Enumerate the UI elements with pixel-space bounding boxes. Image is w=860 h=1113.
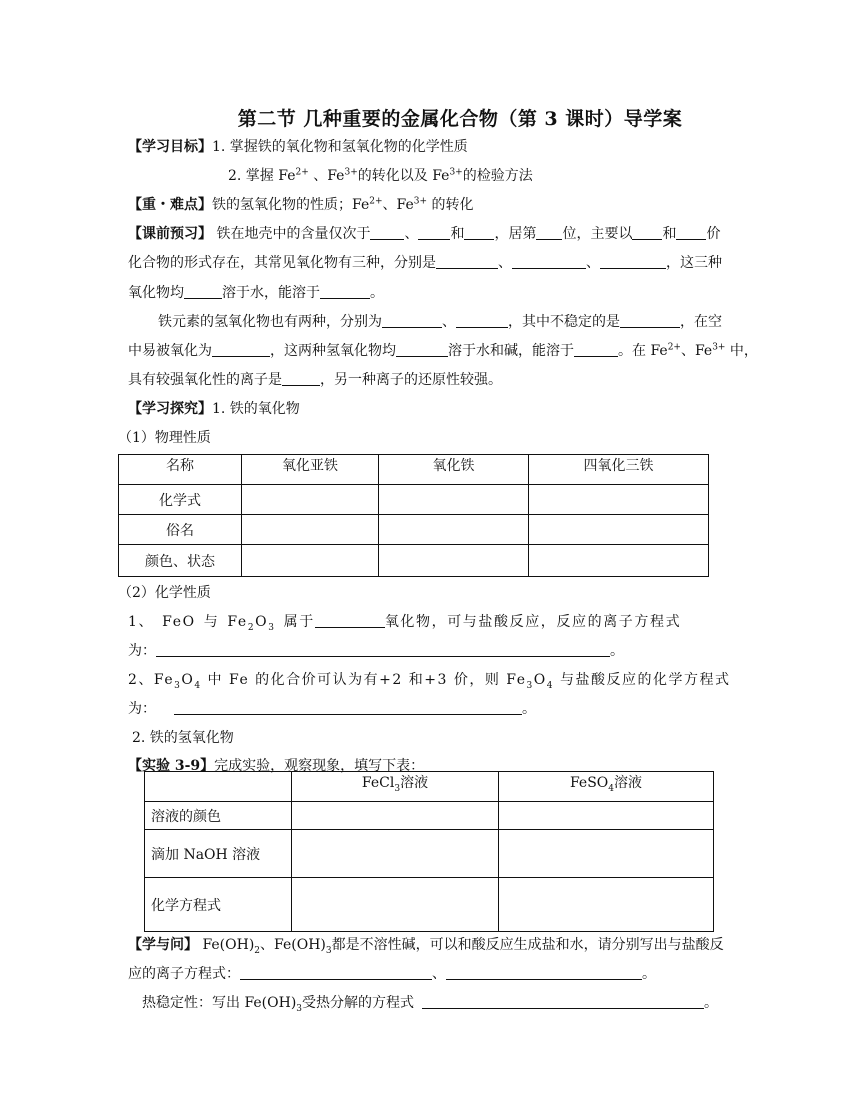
blank[interactable]: [382, 313, 442, 328]
table-row-label: 滴加 NaOH 溶液: [145, 830, 292, 878]
table-cell[interactable]: [379, 545, 529, 577]
table-cell[interactable]: [499, 830, 714, 878]
blank[interactable]: [600, 254, 666, 269]
table-header-empty: [145, 772, 292, 802]
blank[interactable]: [282, 371, 320, 386]
blank[interactable]: [418, 225, 450, 240]
table-cell[interactable]: [292, 830, 499, 878]
question-1-line-1: 1、 FeO 与 $Fe_2O_3$ 属于 氧化物，可与盐酸反应，反应的离子方程式: [128, 614, 682, 633]
preview-line-5: 中易被氧化为 ，这两种氢氧化物均 溶于水和碱，能溶于 。在 $Fe^{2+}$、$Fe^{3+}$ 中，: [128, 342, 758, 359]
blank[interactable]: [676, 225, 706, 240]
qa-line-1: 【学与问】 $Fe(OH)_2$、$Fe(OH)_3$都是不溶性碱，可以和酸反应生成盐和水，请分别写出与盐酸反: [128, 937, 724, 956]
page-title: 第二节 几种重要的金属化合物（第 3 课时）导学案: [237, 108, 683, 130]
blank[interactable]: [422, 994, 704, 1009]
physical-properties-heading: （1）物理性质: [118, 430, 211, 446]
blank[interactable]: [174, 700, 522, 715]
objectives-line-2: 2. 掌握 $Fe^{2+}$ 、$Fe^{3+}$的转化以及 $Fe^{3+}$的检验方法: [228, 167, 533, 184]
blank[interactable]: [320, 284, 370, 299]
table-cell[interactable]: [499, 802, 714, 830]
table-header: 氧化亚铁: [242, 455, 379, 485]
chemical-properties-heading: （2）化学性质: [118, 585, 211, 601]
blank[interactable]: [315, 613, 385, 628]
blank[interactable]: [464, 225, 494, 240]
qa-line-3: 热稳定性：写出 $Fe(OH)_3$受热分解的方程式 。: [142, 995, 719, 1014]
blank[interactable]: [370, 225, 404, 240]
experiment-line: 【实验 3-9】完成实验，观察现象，填写下表：: [128, 758, 425, 774]
blank[interactable]: [512, 254, 586, 269]
table-header: 四氧化三铁: [529, 455, 709, 485]
objectives-label: 【学习目标】: [128, 139, 212, 155]
preview-line-6: 具有较强氧化性的离子是 ，另一种离子的还原性较强。: [128, 372, 502, 388]
table-cell[interactable]: [379, 485, 529, 515]
table-row-label: 化学方程式: [145, 878, 292, 932]
blank[interactable]: [240, 965, 432, 980]
table-row-label: 颜色、状态: [119, 545, 242, 577]
hydroxide-table: [144, 771, 714, 932]
table-row-label: 俗名: [119, 515, 242, 545]
qa-line-2: 应的离子方程式： 、 。: [128, 966, 656, 982]
hydroxide-heading: 2. 铁的氢氧化物: [132, 730, 234, 746]
blank[interactable]: [456, 313, 508, 328]
objectives-line-1: [128, 137, 468, 157]
blank[interactable]: [396, 342, 448, 357]
table-header: 氧化铁: [379, 455, 529, 485]
objective-1: 1. 掌握铁的氧化物和氢氧化物的化学性质: [212, 139, 468, 155]
key-points-label: 【重・难点】: [128, 197, 212, 213]
table-header: FeSO$_4$溶液: [499, 772, 714, 802]
preview-label: 【课前预习】: [128, 226, 212, 242]
table-cell[interactable]: [529, 545, 709, 577]
preview-line-1: 【课前预习】 铁在地壳中的含量仅次于 、 和 ，居第 位，主要以 和 价: [128, 226, 721, 242]
table-header: 名称: [119, 455, 242, 485]
table-cell[interactable]: [292, 878, 499, 932]
table-cell[interactable]: [529, 515, 709, 545]
table-cell[interactable]: [242, 545, 379, 577]
explore-line: 【学习探究】1. 铁的氧化物: [128, 401, 300, 417]
blank[interactable]: [184, 284, 222, 299]
table-cell[interactable]: [499, 878, 714, 932]
question-2-line-2: 为： 。: [128, 701, 536, 717]
blank[interactable]: [536, 225, 562, 240]
table-cell[interactable]: [529, 485, 709, 515]
preview-line-4: 铁元素的氢氧化物也有两种，分别为 、 ，其中不稳定的是 ，在空: [158, 314, 722, 330]
table-header: FeCl$_3$溶液: [292, 772, 499, 802]
key-points-line: 【重・难点】铁的氢氧化物的性质；$Fe^{2+}$、$Fe^{3+}$ 的转化: [128, 196, 474, 213]
blank[interactable]: [632, 225, 662, 240]
table-cell[interactable]: [242, 515, 379, 545]
table-row-label: 化学式: [119, 485, 242, 515]
table-cell[interactable]: [379, 515, 529, 545]
qa-label: 【学与问】: [128, 937, 198, 953]
blank[interactable]: [574, 342, 618, 357]
table-cell[interactable]: [292, 802, 499, 830]
question-1-line-2: 为： 。: [128, 643, 624, 659]
experiment-label: 【实验 3-9】: [128, 758, 215, 774]
blank[interactable]: [156, 642, 610, 657]
blank[interactable]: [436, 254, 498, 269]
blank[interactable]: [620, 313, 680, 328]
oxide-table: [118, 454, 709, 577]
blank[interactable]: [446, 965, 642, 980]
preview-line-3: 氧化物均 溶于水，能溶于 。: [128, 285, 384, 301]
table-row-label: 溶液的颜色: [145, 802, 292, 830]
explore-label: 【学习探究】: [128, 401, 212, 417]
blank[interactable]: [212, 342, 270, 357]
table-cell[interactable]: [242, 485, 379, 515]
preview-line-2: 化合物的形式存在，其常见氧化物有三种，分别是 、 、 ，这三种: [128, 255, 722, 271]
question-2-line-1: 2、$Fe_3O_4$ 中 Fe 的化合价可认为有+2 和+3 价，则 $Fe_3O_4$ 与盐酸反应的化学方程式: [128, 672, 731, 691]
